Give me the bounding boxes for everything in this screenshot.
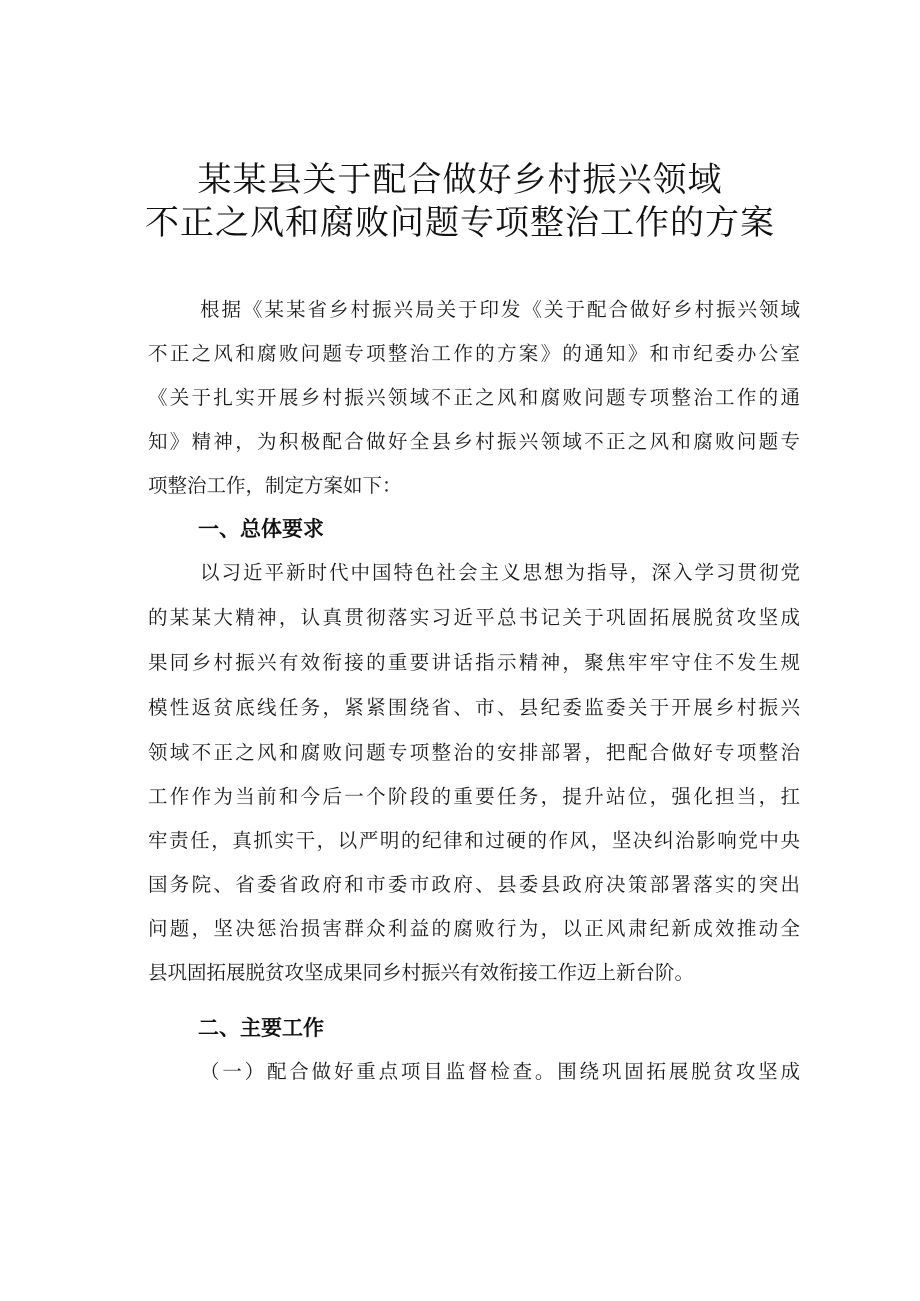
section-heading-main-work: 二、主要工作	[198, 1016, 324, 1040]
intro-line: 根据《某某省乡村振兴局关于印发《关于配合做好乡村振兴领域	[200, 298, 800, 321]
intro-line: 不正之风和腐败问题专项整治工作的方案》的通知》和市纪委办公室	[148, 342, 800, 365]
intro-line: 知》精神，为积极配合做好全县乡村振兴领域不正之风和腐败问题专	[148, 430, 800, 453]
section1-line: 国务院、省委省政府和市委市政府、县委县政府决策部署落实的突出	[148, 873, 800, 896]
section1-line: 县巩固拓展脱贫攻坚成果同乡村振兴有效衔接工作迈上新台阶。	[148, 961, 695, 984]
section2-line: （一）配合做好重点项目监督检查。围绕巩固拓展脱贫攻坚成	[200, 1060, 800, 1083]
intro-line: 《关于扎实开展乡村振兴领域不正之风和腐败问题专项整治工作的通	[148, 386, 800, 409]
section1-line: 的某某大精神，认真贯彻落实习近平总书记关于巩固拓展脱贫攻坚成	[148, 606, 800, 629]
intro-line: 项整治工作，制定方案如下：	[148, 474, 402, 497]
section1-line: 模性返贫底线任务，紧紧围绕省、市、县纪委监委关于开展乡村振兴	[148, 696, 800, 719]
section-heading-general-requirements: 一、总体要求	[198, 517, 324, 541]
section1-line: 牢责任，真抓实干，以严明的纪律和过硬的作风，坚决纠治影响党中央	[148, 829, 800, 852]
document-title-line-1: 某某县关于配合做好乡村振兴领域	[197, 160, 723, 200]
section1-line: 果同乡村振兴有效衔接的重要讲话指示精神，聚焦牢牢守住不发生规	[148, 651, 800, 674]
section1-line: 领域不正之风和腐败问题专项整治的安排部署，把配合做好专项整治	[148, 741, 800, 764]
section1-line: 问题，坚决惩治损害群众利益的腐败行为，以正风肃纪新成效推动全	[148, 917, 800, 940]
section1-line: 以习近平新时代中国特色社会主义思想为指导，深入学习贯彻党	[200, 561, 800, 584]
section1-line: 工作作为当前和今后一个阶段的重要任务，提升站位，强化担当，扛	[148, 785, 800, 808]
document-title-line-2: 不正之风和腐败问题专项整治工作的方案	[145, 203, 775, 243]
